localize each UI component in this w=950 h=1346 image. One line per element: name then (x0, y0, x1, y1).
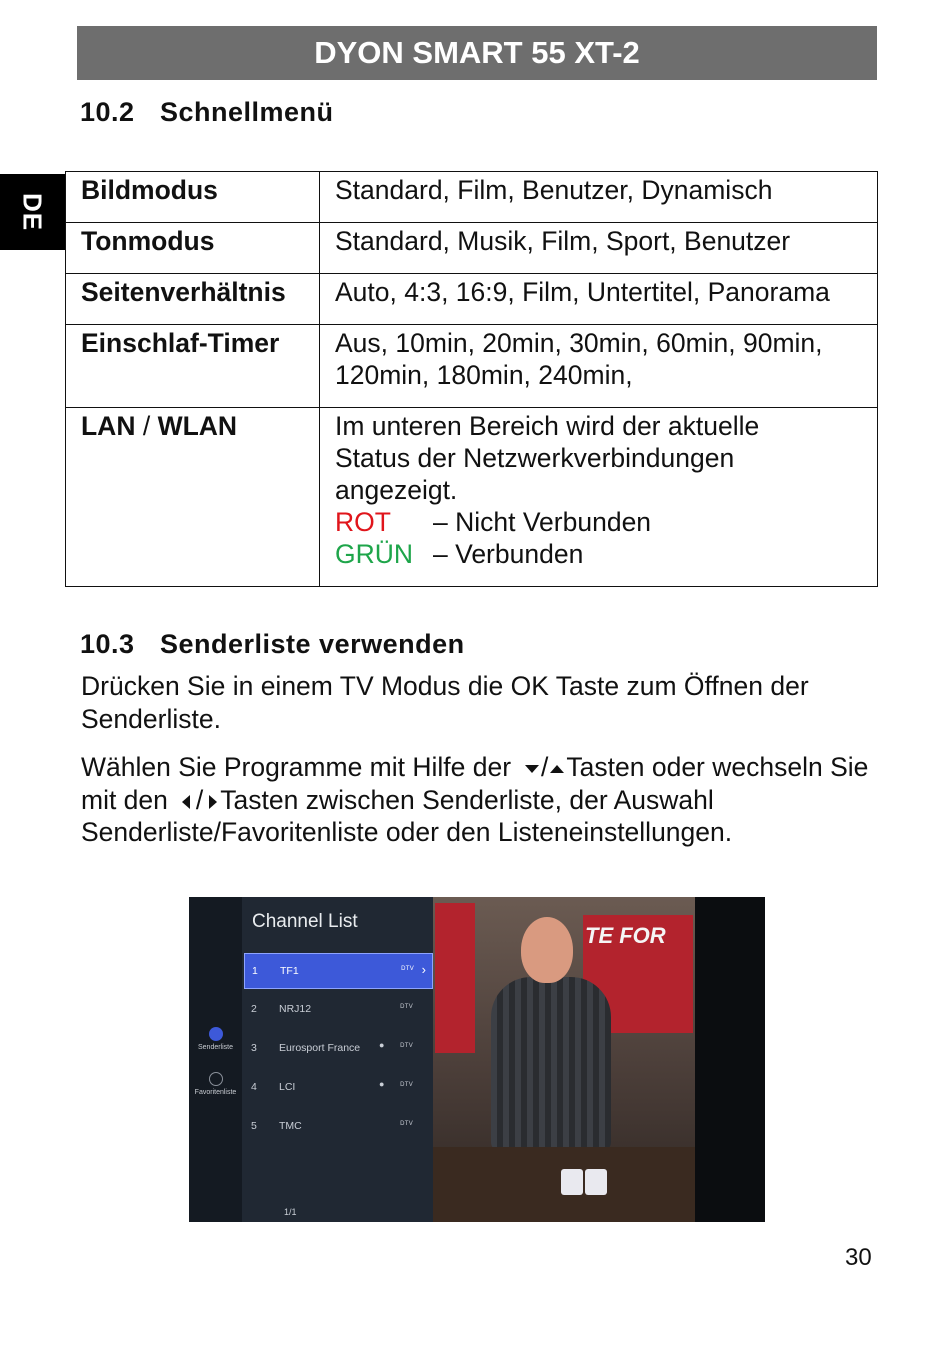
key-wlan: WLAN (157, 411, 238, 441)
paragraph-text: Tasten oder wechseln Sie mit den (81, 752, 869, 815)
heart-icon (209, 1072, 223, 1086)
channel-row[interactable] (244, 992, 431, 1026)
channel-tag: DTV (400, 1043, 413, 1049)
channel-number: 4 (251, 1081, 257, 1093)
paragraph-text: Wählen Sie Programme mit Hilfe der (81, 752, 512, 782)
table-row (66, 172, 878, 223)
channel-name: NRJ12 (279, 1003, 312, 1015)
poster (435, 903, 475, 1053)
page-indicator: 1/1 (284, 1207, 297, 1217)
table-value: Standard, Musik, Film, Sport, Benutzer (320, 223, 878, 274)
chevron-right-icon: › (421, 962, 426, 977)
table-value: Auto, 4:3, 16:9, Film, Untertitel, Panorama (320, 274, 878, 325)
channel-number: 5 (251, 1120, 257, 1132)
slash: / (195, 784, 204, 815)
tv-video-frame (433, 897, 695, 1222)
person-figure (491, 977, 611, 1152)
letterbox-bar (695, 897, 765, 1222)
channel-row[interactable] (244, 1070, 431, 1104)
rail-label: Senderliste (197, 1044, 234, 1051)
table-value (320, 408, 878, 587)
scramble-icon: ● (379, 1079, 385, 1089)
document-title: DYON SMART 55 XT-2 (314, 35, 640, 70)
channel-list-screenshot (189, 897, 765, 1222)
down-arrow-icon (525, 765, 539, 773)
status-green-label: GRÜN (335, 539, 414, 569)
section-heading-10-3 (80, 629, 465, 660)
channel-name: TMC (279, 1120, 302, 1132)
mug (561, 1169, 583, 1195)
right-arrow-icon (209, 795, 217, 809)
status-green-line (335, 538, 863, 570)
table-row (66, 325, 878, 408)
language-tab-label: DE (17, 192, 48, 232)
table-row (66, 274, 878, 325)
section-title: Schnellmenü (160, 97, 334, 127)
value-line: Aus, 10min, 20min, 30min, 60min, 90min, (335, 328, 823, 358)
section-heading-10-2 (80, 97, 334, 128)
scramble-icon: ● (379, 1040, 385, 1050)
section-number: 10.2 (80, 97, 135, 127)
table-key: Bildmodus (66, 172, 320, 223)
table-key: Einschlaf-Timer (66, 325, 320, 408)
channel-tag: DTV (401, 966, 414, 972)
channel-list-panel (242, 897, 433, 1222)
table-key: Seitenverhältnis (66, 274, 320, 325)
table-value (320, 325, 878, 408)
table-row (66, 408, 878, 587)
value-line: Im unteren Bereich wird der aktuelle (335, 411, 760, 441)
channel-name: LCI (279, 1081, 296, 1093)
table-row (66, 223, 878, 274)
table-key: Tonmodus (66, 223, 320, 274)
rail-item-favoritenliste[interactable] (189, 1072, 242, 1096)
slash: / (541, 752, 549, 782)
paragraph-1: Drücken Sie in einem TV Modus die OK Taste zum Öffnen der Senderliste. (81, 671, 809, 734)
channel-row[interactable] (244, 953, 433, 989)
channel-name: TF1 (280, 965, 299, 977)
rail-item-senderliste[interactable] (189, 1027, 242, 1051)
quick-menu-table (65, 171, 878, 587)
channel-name: Eurosport France (279, 1042, 361, 1054)
document-header (77, 26, 877, 80)
value-line: 120min, 180min, 240min, (335, 360, 633, 390)
channel-tag: DTV (400, 1121, 413, 1127)
list-icon (209, 1027, 223, 1041)
channel-row[interactable] (244, 1109, 431, 1143)
rail-label: Favoritenliste (194, 1089, 237, 1096)
side-rail (189, 897, 242, 1222)
left-arrow-icon (182, 795, 190, 809)
paragraph-text: Tasten zwischen Senderliste, der Auswahl Senderliste/Favoritenliste oder den Listeneinstellungen. (81, 784, 733, 847)
value-line: Status der Netzwerkverbindungen (335, 443, 735, 473)
page-number: 30 (845, 1244, 872, 1271)
table-key (66, 408, 320, 587)
status-green-text: – Verbunden (433, 539, 584, 569)
up-arrow-icon (550, 765, 564, 773)
channel-number: 1 (252, 965, 258, 977)
section-title: Senderliste verwenden (160, 629, 465, 659)
channel-number: 3 (251, 1042, 257, 1054)
poster-text: TE FOR (585, 923, 666, 948)
status-red-line (335, 506, 863, 538)
value-line: angezeigt. (335, 475, 458, 505)
key-lan: LAN (81, 411, 136, 441)
person-head (521, 917, 573, 983)
language-tab (0, 174, 65, 250)
status-red-label: ROT (335, 507, 391, 537)
channel-number: 2 (251, 1003, 257, 1015)
key-separator: / (135, 411, 158, 441)
table-value: Standard, Film, Benutzer, Dynamisch (320, 172, 878, 223)
channel-row[interactable] (244, 1031, 431, 1065)
section-number: 10.3 (80, 629, 135, 659)
mug (585, 1169, 607, 1195)
status-red-text: – Nicht Verbunden (433, 507, 652, 537)
channel-tag: DTV (400, 1082, 413, 1088)
panel-title: Channel List (252, 911, 358, 932)
paragraph-2 (81, 751, 881, 849)
channel-tag: DTV (400, 1004, 413, 1010)
